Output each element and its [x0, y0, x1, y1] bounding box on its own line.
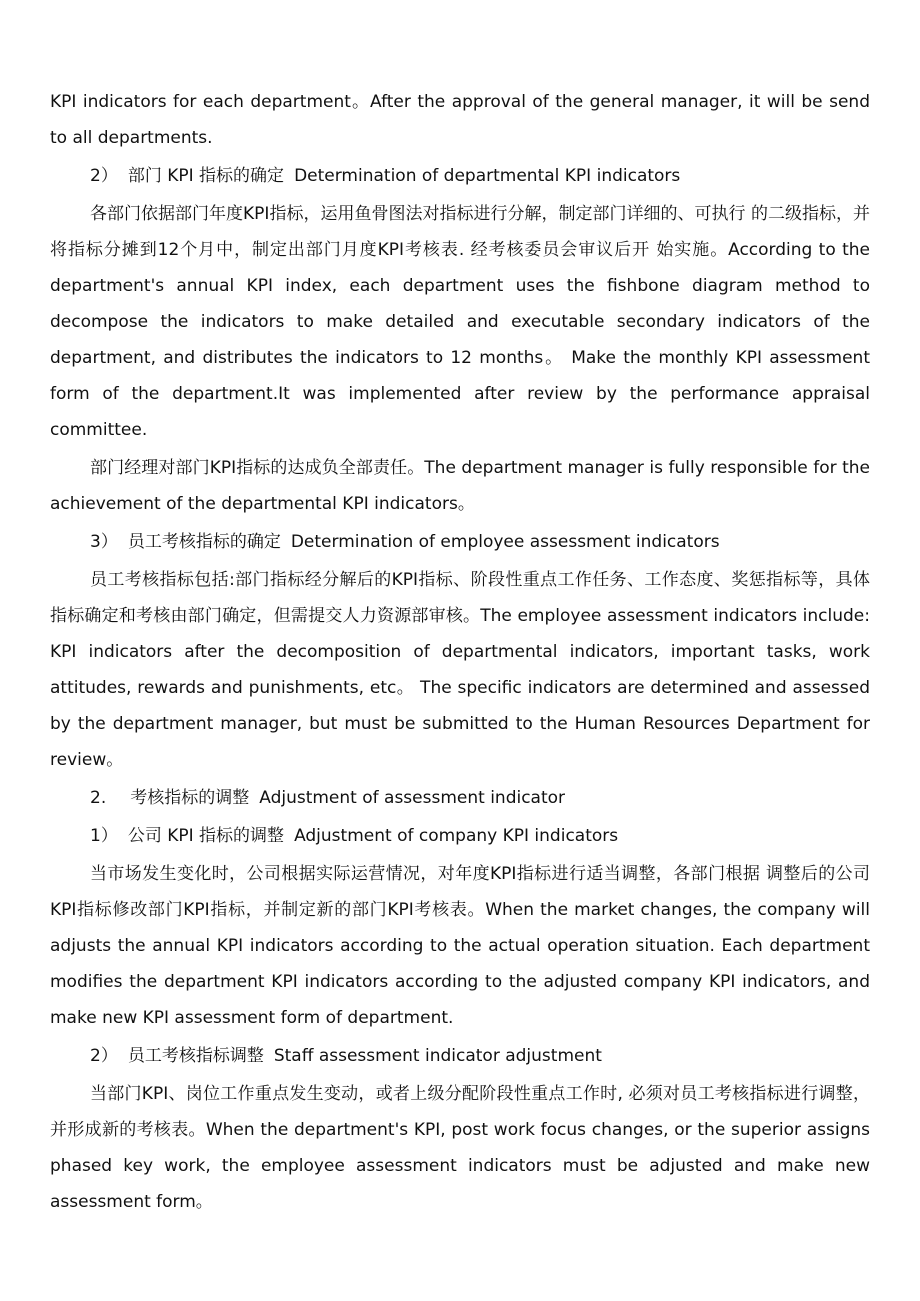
heading-chinese: 部门 KPI 指标的确定 [127, 166, 285, 186]
heading-english: Determination of employee assessment indicators [290, 532, 720, 552]
heading-english: Adjustment of assessment indicator [259, 788, 566, 808]
heading-chinese: 公司 KPI 指标的调整 [127, 826, 285, 846]
heading-number: 2. [90, 788, 107, 808]
document-page [50, 84, 870, 1222]
heading-number: 1） [90, 826, 118, 846]
heading-staff-indicator-adjustment [50, 1038, 870, 1074]
heading-chinese: 考核指标的调整 [130, 788, 250, 808]
heading-employee-indicator-determination [50, 524, 870, 560]
intro-paragraph: KPI indicators for each department。After the approval of the general manager, it will be send to all departments. [50, 92, 870, 148]
heading-chinese: 员工考核指标调整 [127, 1046, 264, 1066]
heading-dept-kpi-determination [50, 158, 870, 194]
dept-kpi-paragraph: 各部门依据部门年度KPI指标，运用鱼骨图法对指标进行分解，制定部门详细的、可执行 的二级指标，并将指标分摊到12个月中，制定出部门月度KPI考核表. 经考核委员会审议后开 始实施。According to the department's annual KPI index, each department uses the fishbone diagram method to decompose the indicators to make detailed and executable secondary indicators of the department, and distributes the indicators to 12 months。 Make the monthly KPI assessment form of the department.It was implemented after review by the performance appraisal committee. [50, 204, 870, 440]
heading-number: 2） [90, 166, 118, 186]
staff-indicator-adjustment-paragraph: 当部门KPI、岗位工作重点发生变动，或者上级分配阶段性重点工作时, 必须对员工考核指标进行调整，并形成新的考核表。When the department's KPI, post work focus changes, or the superior assigns phased key work, the employee assessment indicators must be adjusted and make new assessment form。 [50, 1084, 870, 1212]
heading-english: Determination of departmental KPI indicators [294, 166, 681, 186]
heading-chinese: 员工考核指标的确定 [127, 532, 281, 552]
company-kpi-adjustment-paragraph: 当市场发生变化时，公司根据实际运营情况，对年度KPI指标进行适当调整，各部门根据 调整后的公司KPI指标修改部门KPI指标，并制定新的部门KPI考核表。When the market changes, the company will adjusts the annual KPI indicators according to the actual operation situation. Each department modifies the department KPI indicators according to the adjusted company KPI indicators, and make new KPI assessment form of department. [50, 864, 870, 1028]
heading-company-kpi-adjustment [50, 818, 870, 854]
heading-english: Staff assessment indicator adjustment [273, 1046, 602, 1066]
heading-number: 3） [90, 532, 118, 552]
heading-section-adjustment [50, 780, 870, 816]
heading-number: 2） [90, 1046, 118, 1066]
employee-indicator-paragraph: 员工考核指标包括:部门指标经分解后的KPI指标、阶段性重点工作任务、工作态度、奖惩指标等，具体指标确定和考核由部门确定，但需提交人力资源部审核。The employee assessment indicators include: KPI indicators after the decomposition of departmental indicators, important tasks, work attitudes, rewards and punishments, etc。 The specific indicators are determined and assessed by the department manager, but must be submitted to the Human Resources Department for review。 [50, 570, 870, 770]
dept-manager-paragraph: 部门经理对部门KPI指标的达成负全部责任。The department manager is fully responsible for the achievement of the departmental KPI indicators。 [50, 458, 870, 514]
heading-english: Adjustment of company KPI indicators [294, 826, 619, 846]
